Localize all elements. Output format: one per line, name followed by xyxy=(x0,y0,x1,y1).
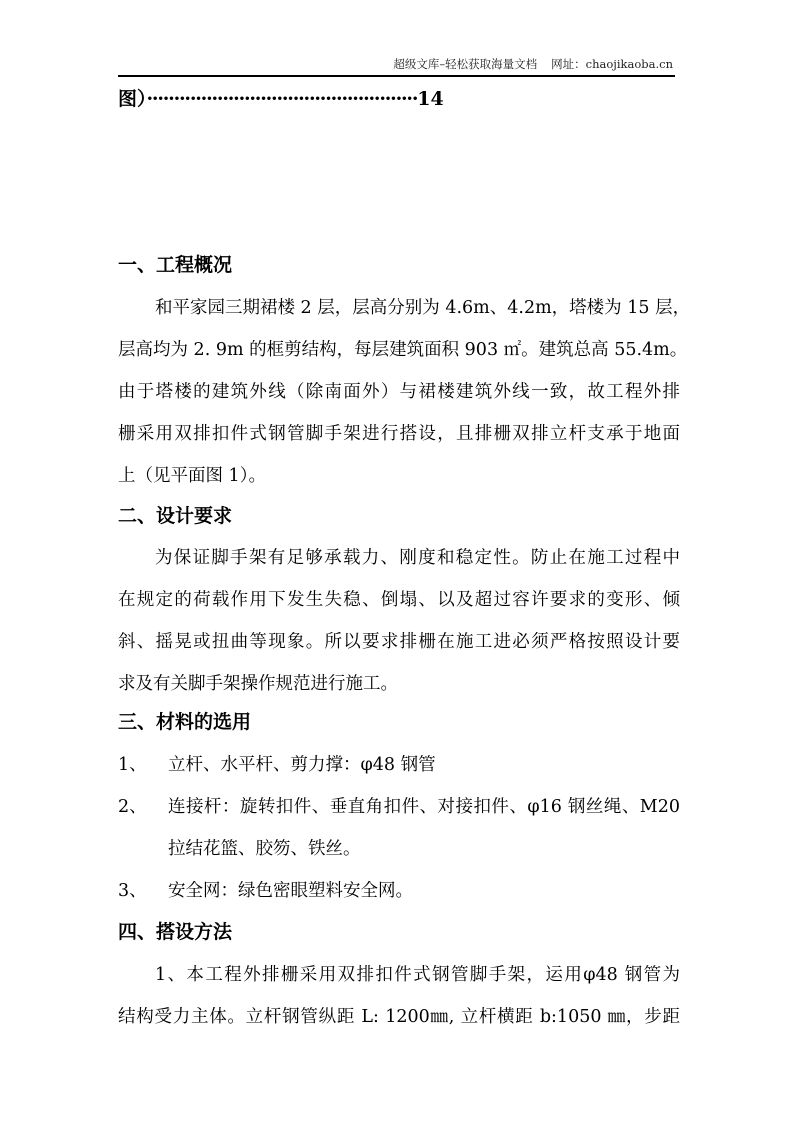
list-number: 1、 xyxy=(118,755,147,775)
paragraph-line: 和平家园三期裙楼 2 层，层高分别为 4.6m、4.2m，塔楼为 15 层， xyxy=(155,298,691,318)
section-heading-1: 一、工程概况 xyxy=(118,254,233,276)
paragraph-line: 在规定的荷载作用下发生失稳、倒塌、以及超过容许要求的变形、倾 xyxy=(118,590,680,610)
list-item xyxy=(118,879,413,903)
page-header xyxy=(379,56,673,72)
section-heading-3: 三、材料的选用 xyxy=(118,711,252,733)
header-url: 网址：chaojikaoba.cn xyxy=(551,57,673,71)
paragraph-line: 层高均为 2. 9m 的框剪结构，每层建筑面积 903 ㎡。建筑总高 55.4m。 xyxy=(118,340,688,360)
paragraph-line: 栅采用双排扣件式钢管脚手架进行搭设，且排栅双排立杆支承于地面 xyxy=(118,424,680,444)
paragraph-line: 斜、摇晃或扭曲等现象。所以要求排栅在施工进必须严格按照设计要 xyxy=(118,632,680,652)
list-item xyxy=(118,795,680,819)
list-text: 立杆、水平杆、剪力撑：φ48 钢管 xyxy=(168,755,436,775)
list-number: 3、 xyxy=(118,881,147,901)
section-heading-2: 二、设计要求 xyxy=(118,505,233,527)
toc-page: 14 xyxy=(417,88,444,110)
list-number: 2、 xyxy=(118,797,147,817)
paragraph-line: 结构受力主体。立杆钢管纵距 L: 1200㎜, 立杆横距 b:1050 ㎜，步距 xyxy=(118,1007,680,1027)
toc-text: 图） xyxy=(118,88,147,110)
section-heading-4: 四、搭设方法 xyxy=(118,921,233,943)
paragraph-line: 1、本工程外排栅采用双排扣件式钢管脚手架，运用φ48 钢管为 xyxy=(155,965,680,985)
toc-leader: ·················································· xyxy=(146,88,418,110)
toc-entry[interactable] xyxy=(118,84,444,111)
paragraph-line: 上（见平面图 1）。 xyxy=(118,466,266,486)
header-rule xyxy=(118,75,675,77)
list-text: 连接杆：旋转扣件、垂直角扣件、对接扣件、φ16 钢丝绳、M20 xyxy=(168,797,680,817)
list-text: 安全网：绿色密眼塑料安全网。 xyxy=(168,881,413,901)
paragraph-line: 由于塔楼的建筑外线（除南面外）与裙楼建筑外线一致，故工程外排 xyxy=(118,382,680,402)
list-item xyxy=(118,753,436,777)
list-item-continuation: 拉结花篮、胶笏、铁丝。 xyxy=(168,839,361,859)
header-site: 超级文库–轻松获取海量文档 xyxy=(393,57,538,71)
paragraph-line: 为保证脚手架有足够承载力、刚度和稳定性。防止在施工过程中 xyxy=(155,548,680,568)
paragraph-line: 求及有关脚手架操作规范进行施工。 xyxy=(118,674,398,694)
